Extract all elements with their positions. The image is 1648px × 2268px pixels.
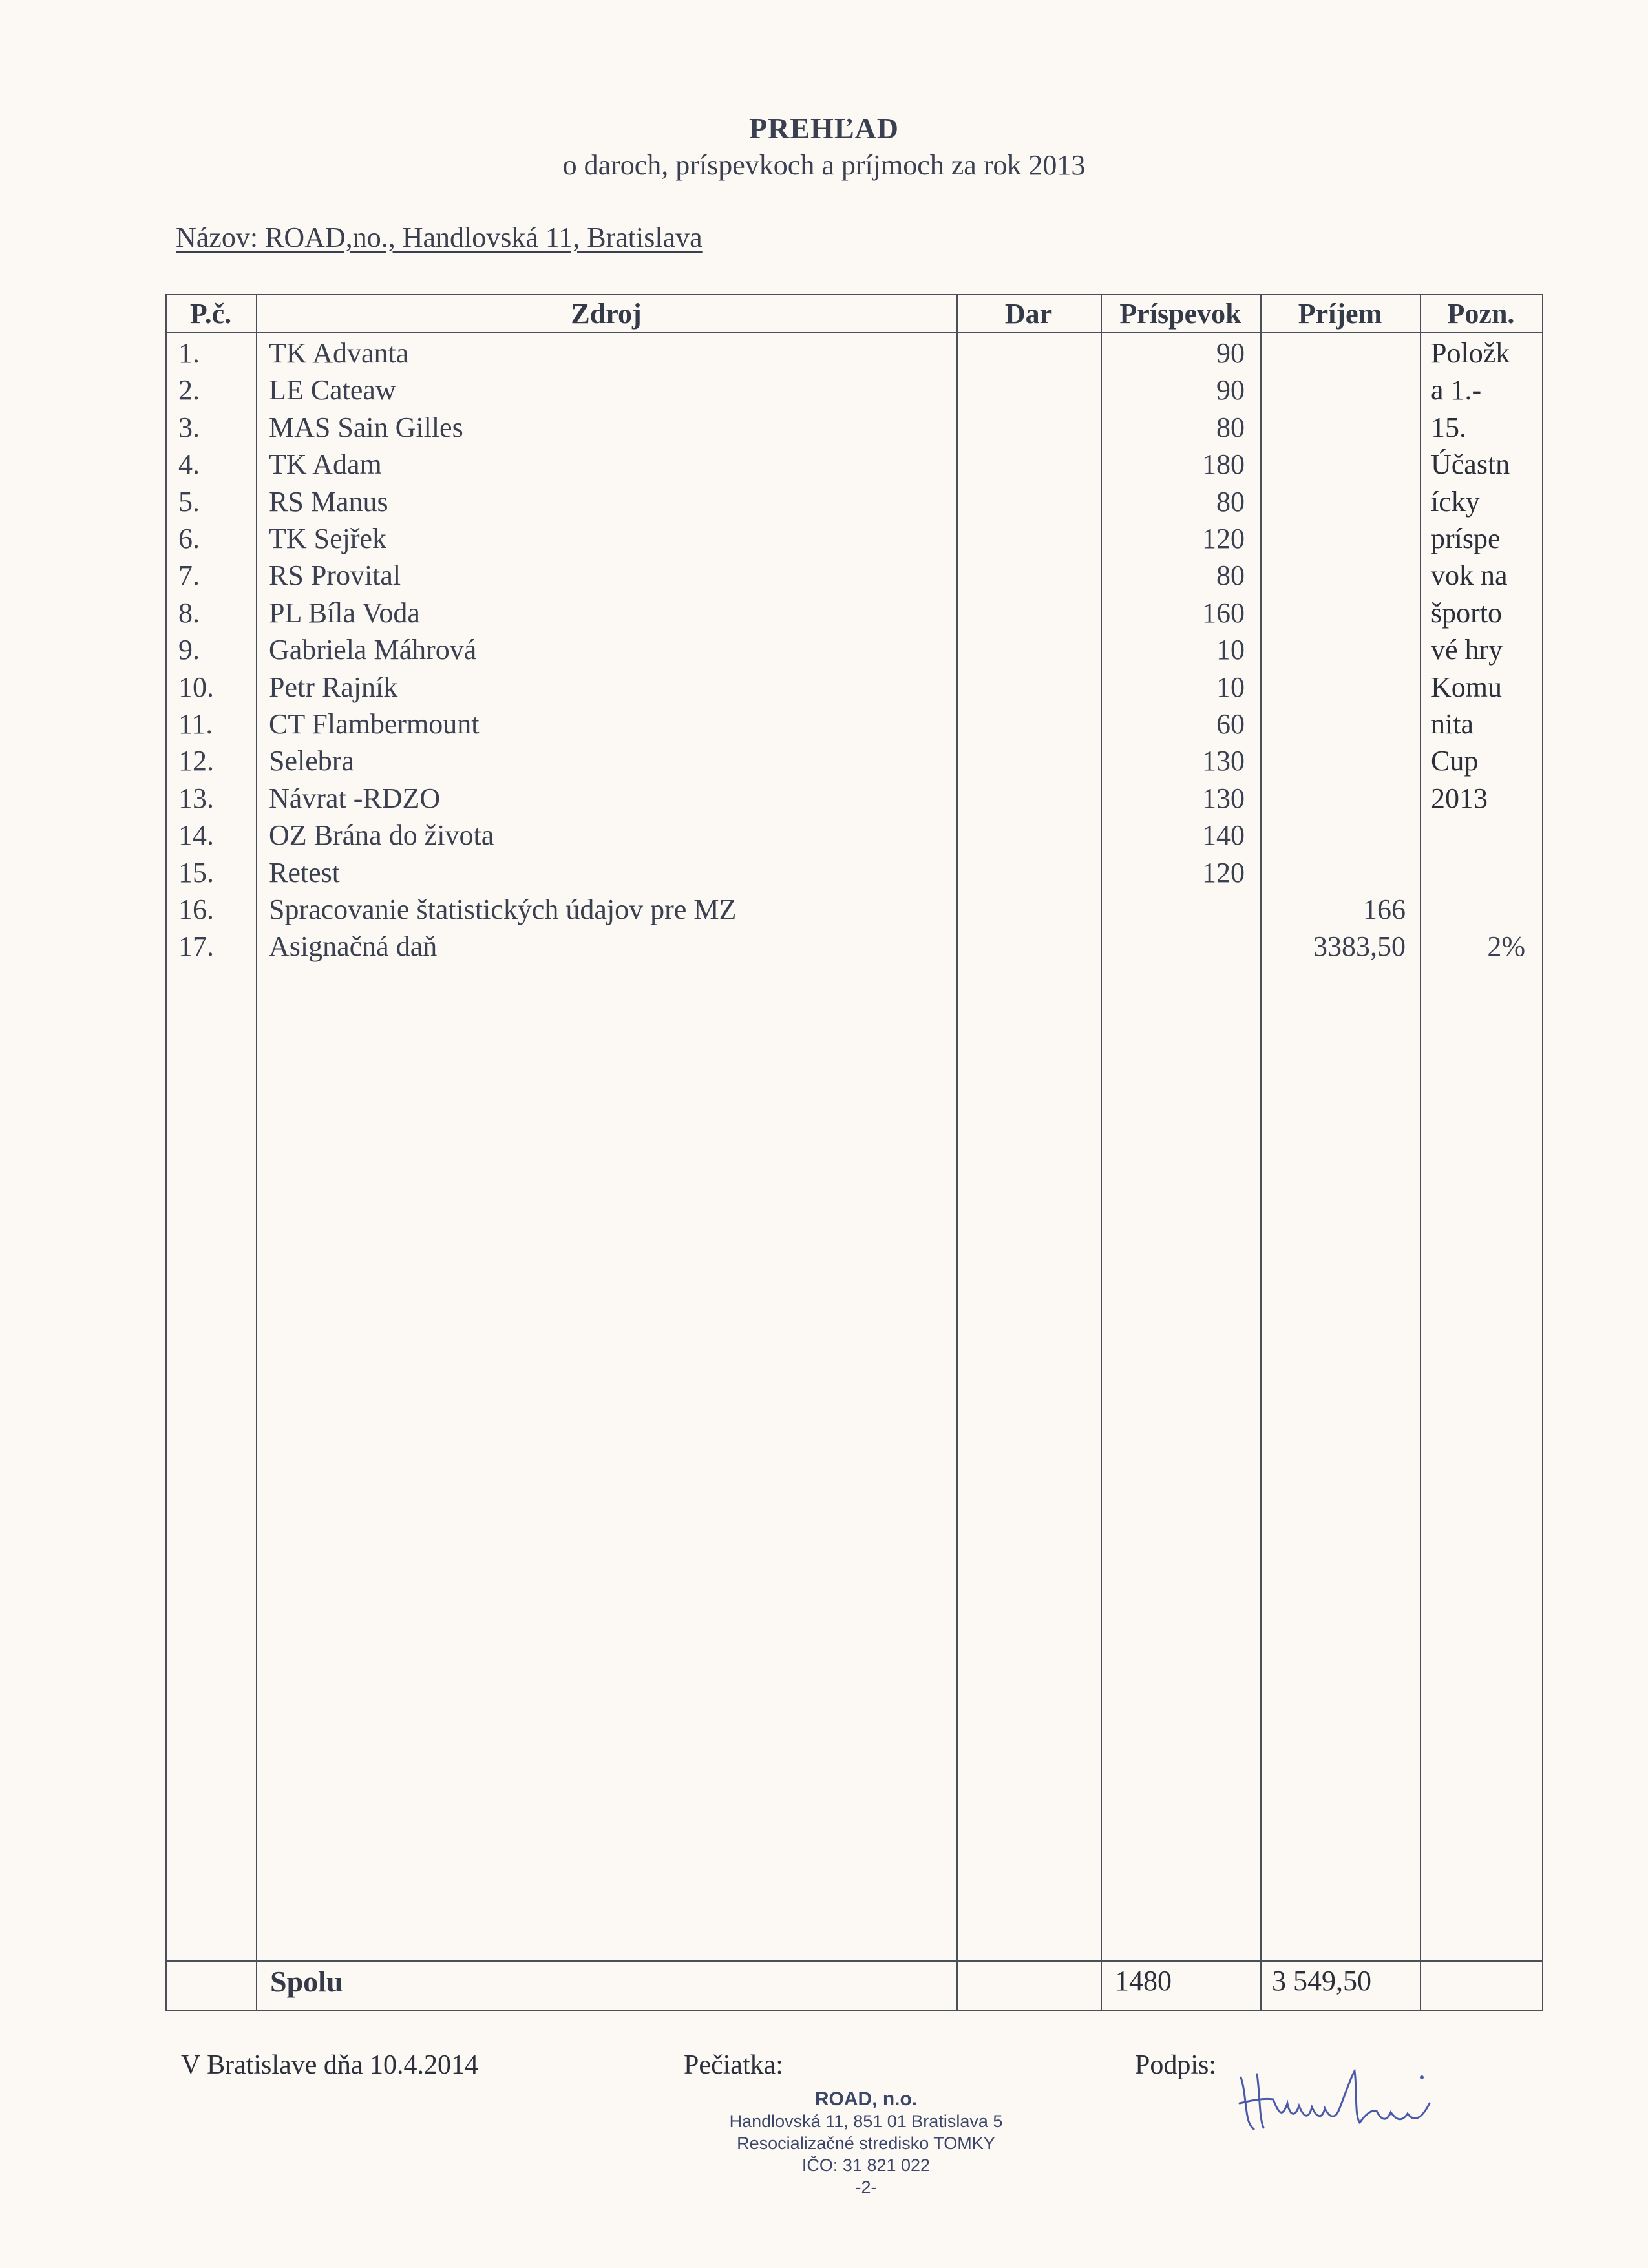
total-label: Spolu [270, 1965, 343, 1998]
row-source: Petr Rajník [269, 671, 398, 703]
note-line: Položk [1431, 337, 1510, 369]
handwritten-signature [1228, 2052, 1474, 2142]
row-source: LE Cateaw [269, 374, 396, 406]
note-line: príspe [1431, 523, 1501, 554]
row-note [1422, 817, 1525, 854]
note-line: 15. [1431, 412, 1466, 443]
header-contribution: Príspevok [1119, 298, 1241, 330]
row-contribution [1103, 928, 1245, 965]
row-income [1263, 520, 1406, 557]
row-source: Asignačná daň [269, 930, 438, 962]
header-gift: Dar [1004, 298, 1053, 330]
row-number: 12. [178, 745, 214, 777]
row-income [1263, 817, 1406, 854]
row-income: 3383,50 [1313, 930, 1406, 962]
row-number: 2. [178, 374, 200, 406]
note-line: športo [1431, 597, 1502, 629]
row-number: 16. [178, 894, 214, 925]
row-source: Gabriela Máhrová [269, 634, 477, 666]
row-number: 13. [178, 782, 214, 814]
note-line: ícky [1431, 486, 1480, 518]
row-source: Retest [269, 857, 340, 888]
row-contribution: 10 [1216, 671, 1245, 703]
row-source: Selebra [269, 745, 354, 777]
row-contribution: 120 [1202, 857, 1245, 888]
row-number: 10. [178, 671, 214, 703]
row-income [1263, 483, 1406, 520]
table-bottom-border [165, 2010, 1542, 2011]
row-number: 3. [178, 412, 200, 443]
row-number: 6. [178, 523, 200, 554]
row-source: OZ Brána do života [269, 819, 494, 851]
row-source: TK Adam [269, 448, 382, 480]
document-subtitle: o daroch, príspevkoch a príjmoch za rok 2013 [562, 149, 1086, 181]
document-title: PREHĽAD [749, 112, 899, 145]
table-right-border [1542, 294, 1543, 2011]
row-number: 5. [178, 486, 200, 518]
row-source: Návrat -RDZO [269, 782, 441, 814]
note-line: a 1.- [1431, 374, 1482, 406]
row-contribution [1103, 891, 1245, 928]
table-header-separator [165, 332, 1542, 333]
note-line: vok na [1431, 560, 1508, 591]
stamp-line: IČO: 31 821 022 [801, 2156, 931, 2175]
column-divider-contribution [1260, 294, 1262, 2011]
row-contribution: 120 [1202, 523, 1245, 554]
row-contribution: 180 [1202, 448, 1245, 480]
header-num: P.č. [189, 298, 232, 330]
stamp-label: Pečiatka: [684, 2050, 783, 2080]
row-note: 2% [1487, 930, 1525, 962]
row-contribution: 130 [1202, 782, 1245, 814]
total-income: 3 549,50 [1272, 1965, 1371, 1997]
row-number: 9. [178, 634, 200, 666]
row-number: 7. [178, 560, 200, 591]
row-income [1263, 557, 1406, 594]
row-number: 11. [178, 708, 213, 740]
column-divider-gift [1101, 294, 1102, 2011]
stamp-line: ROAD, n.o. [814, 2088, 918, 2110]
row-income [1263, 335, 1406, 372]
row-source: TK Advanta [269, 337, 409, 369]
organization-name: Názov: ROAD,no., Handlovská 11, Bratislava [176, 222, 703, 253]
table-total-separator [165, 1960, 1542, 1962]
note-line: Účastn [1431, 448, 1510, 480]
row-contribution: 160 [1202, 597, 1245, 629]
row-contribution: 90 [1216, 337, 1245, 369]
row-source: Spracovanie štatistických údajov pre MZ [269, 894, 737, 925]
note-line: 2013 [1431, 782, 1488, 814]
row-number: 17. [178, 930, 214, 962]
row-income [1263, 742, 1406, 779]
row-income [1263, 594, 1406, 631]
organization-stamp [685, 2088, 1047, 2198]
row-income [1263, 669, 1406, 706]
row-income [1263, 409, 1406, 446]
signature-dot [1420, 2075, 1424, 2079]
row-income [1263, 372, 1406, 408]
header-note: Pozn. [1447, 298, 1515, 330]
column-divider-num [256, 294, 257, 2011]
row-source: PL Bíla Voda [269, 597, 420, 629]
column-divider-income [1420, 294, 1421, 2011]
stamp-line: Resocializačné stredisko TOMKY [737, 2134, 995, 2153]
row-contribution: 90 [1216, 374, 1245, 406]
signature-stroke [1240, 2071, 1430, 2129]
row-income [1263, 631, 1406, 668]
row-income [1263, 446, 1406, 483]
row-number: 8. [178, 597, 200, 629]
row-number: 1. [178, 337, 200, 369]
signature-label: Podpis: [1135, 2050, 1217, 2080]
row-source: MAS Sain Gilles [269, 412, 463, 443]
header-income: Príjem [1298, 298, 1382, 330]
row-source: CT Flambermount [269, 708, 480, 740]
row-source: RS Provital [269, 560, 401, 591]
row-contribution: 140 [1202, 819, 1245, 851]
note-line: vé hry [1431, 634, 1503, 666]
row-number: 15. [178, 857, 214, 888]
row-contribution: 80 [1216, 560, 1245, 591]
row-source: RS Manus [269, 486, 388, 518]
row-number: 4. [178, 448, 200, 480]
row-note [1422, 854, 1525, 891]
row-contribution: 130 [1202, 745, 1245, 777]
row-income [1263, 780, 1406, 817]
row-note [1422, 891, 1525, 928]
total-contribution: 1480 [1115, 1965, 1172, 1997]
row-income [1263, 854, 1406, 891]
column-divider-source [956, 294, 958, 2011]
stamp-line: Handlovská 11, 851 01 Bratislava 5 [729, 2112, 1003, 2131]
row-income [1263, 706, 1406, 742]
footer-date: V Bratislave dňa 10.4.2014 [181, 2050, 478, 2080]
note-line: Komu [1431, 671, 1502, 703]
header-source: Zdroj [571, 298, 642, 330]
note-line: Cup [1431, 745, 1479, 777]
row-contribution: 80 [1216, 486, 1245, 518]
table-left-border [165, 294, 167, 2011]
row-contribution: 10 [1216, 634, 1245, 666]
row-source: TK Sejřek [269, 523, 387, 554]
table-top-border [165, 294, 1542, 295]
stamp-line: -2- [855, 2178, 877, 2197]
row-income: 166 [1363, 894, 1406, 925]
row-contribution: 60 [1216, 708, 1245, 740]
row-number: 14. [178, 819, 214, 851]
row-contribution: 80 [1216, 412, 1245, 443]
note-line: nita [1431, 708, 1474, 740]
